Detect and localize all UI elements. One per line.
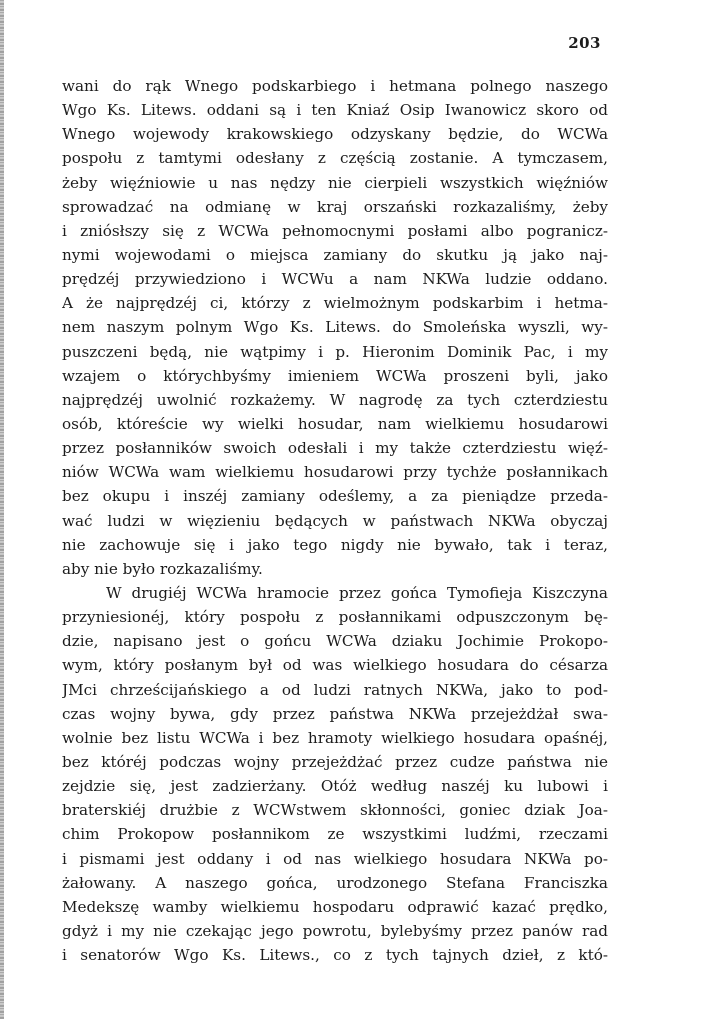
text-line: nymi wojewodami o miejsca zamiany do skutku ją jako naj- [62,245,608,264]
text-line: W drugiéj WCWa hramocie przez gońca Tymofieja Kiszczyna [106,583,608,602]
text-line: nem naszym polnym Wgo Ks. Litews. do Smoleńska wyszli, wy- [62,318,608,337]
text-line: najprędzéj uwolnić rozkażemy. W nagrodę za tych czterdziestu [62,390,608,409]
text-line: i pismami jest oddany i od nas wielkiego hosudara NKWa po- [62,849,608,868]
text-line: bez któréj podczas wojny przejeżdżać przez cudze państwa nie [62,752,608,771]
text-line: braterskiéj drużbie z WCWstwem skłonności, goniec dziak Joa- [62,801,608,820]
text-line: nie zachowuje się i jako tego nigdy nie bywało, tak i teraz, [62,535,608,554]
binding-edge [0,0,4,1019]
text-line: aby nie było rozkazaliśmy. [62,559,263,578]
text-line: żeby więźniowie u nas nędzy nie cierpieli wszystkich więźniów [62,173,608,192]
text-line: niów WCWa wam wielkiemu hosudarowi przy tychże posłannikach [62,463,608,482]
text-line: wolnie bez listu WCWa i bez hramoty wielkiego hosudara opaśnéj, [62,728,608,747]
text-line: pospołu z tamtymi odesłany z częścią zostanie. A tymczasem, [62,149,608,168]
text-line: wani do rąk Wnego podskarbiego i hetmana polnego naszego [62,77,608,95]
text-line: chim Prokopow posłannikom ze wszystkimi ludźmi, rzeczami [62,825,608,844]
text-line: czas wojny bywa, gdy przez państwa NKWa przejeżdżał swa- [62,704,608,723]
text-line: dzie, napisano jest o gońcu WCWa dziaku Jochimie Prokopo- [62,632,608,651]
text-line: i zniósłszy się z WCWa pełnomocnymi posłami albo pogranicz- [62,221,608,240]
text-line: wym, który posłanym był od was wielkiego hosudara do césarza [62,656,608,675]
text-line: wzajem o którychbyśmy imieniem WCWa proszeni byli, jako [62,366,608,385]
text-line: Medekszę wamby wielkiemu hospodaru odprawić kazać prędko, [62,897,608,916]
text-line: i senatorów Wgo Ks. Litews., co z tych tajnych dzieł, z któ- [62,946,608,965]
text-line: osób, któreście wy wielki hosudar, nam wielkiemu hosudarowi [62,414,608,433]
text-line: puszczeni będą, nie wątpimy i p. Hieronim Dominik Pac, i my [62,342,608,361]
text-line: Wnego wojewody krakowskiego odzyskany będzie, do WCWa [62,125,608,144]
text-line: sprowadzać na odmianę w kraj orszański rozkazaliśmy, żeby [62,197,608,216]
text-line: A że najprędzéj ci, którzy z wielmożnym podskarbim i hetma- [62,294,608,313]
text-line: prędzéj przywiedziono i WCWu a nam NKWa ludzie oddano. [62,270,608,289]
text-line: zejdzie się, jest zadzierżany. Otóż według naszéj ku lubowi i [62,777,608,796]
text-line: żałowany. A naszego gońca, urodzonego Stefana Franciszka [62,873,608,892]
text-line: wać ludzi w więzieniu będących w państwach NKWa obyczaj [62,511,608,530]
text-line: gdyż i my nie czekając jego powrotu, bylebyśmy przez panów rad [62,921,608,940]
text-line: bez okupu i inszéj zamiany odeślemy, a za pieniądze przeda- [62,487,608,506]
text-line: przez posłanników swoich odesłali i my także czterdziestu więź- [62,439,608,458]
text-line: przyniesionéj, który pospołu z posłannikami odpuszczonym bę- [62,608,608,627]
text-line: JMci chrześcijańskiego a od ludzi ratnych NKWa, jako to pod- [62,680,608,699]
text-line: Wgo Ks. Litews. oddani są i ten Kniaź Osip Iwanowicz skoro od [62,101,608,120]
body-text [62,74,608,967]
page-number: 203 [568,34,601,52]
